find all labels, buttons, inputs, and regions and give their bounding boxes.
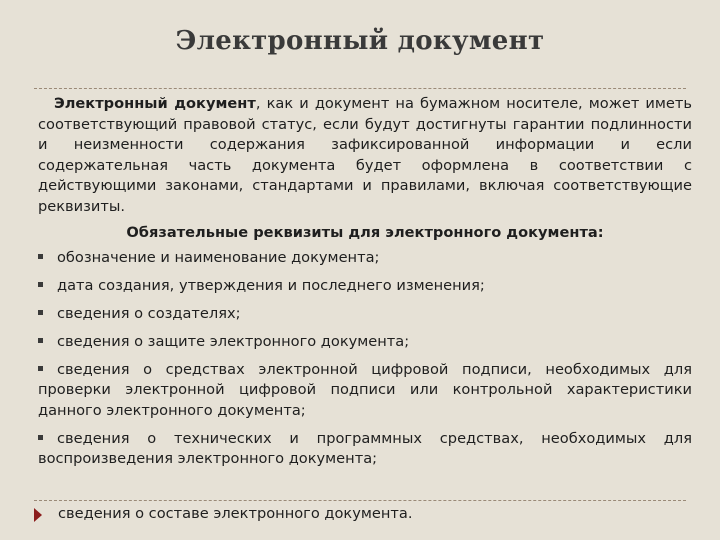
square-bullet-icon [38, 310, 43, 315]
intro-lead: Электронный документ [54, 95, 256, 112]
requisites-list [38, 248, 692, 470]
list-item [38, 304, 692, 325]
bottom-divider [34, 500, 686, 501]
list-item [38, 360, 692, 422]
intro-text: , как и документ на бумажном носителе, может иметь соответствующий правовой статус, если будут достигнуты гарантии подлинности и неизменности содержания зафиксированной информации и если содержательная часть документа будет оформлена в соответствии с действующими законами, стандартами и правилами, включая соответствующие реквизиты. [38, 95, 692, 215]
intro-paragraph [38, 94, 692, 217]
square-bullet-icon [38, 338, 43, 343]
square-bullet-icon [38, 282, 43, 287]
list-item-text: сведения о средствах электронной цифровой подписи, необходимых для проверки электронной цифровой подписи или контрольной характеристики данного электронного документа; [38, 360, 692, 419]
list-item-text: дата создания, утверждения и последнего изменения; [57, 276, 485, 294]
requisites-heading: Обязательные реквизиты для электронного документа: [126, 224, 604, 241]
list-item [38, 248, 692, 269]
list-item [38, 429, 692, 470]
list-item-text: сведения о создателях; [57, 304, 241, 322]
content-body [38, 94, 692, 477]
list-item-text: обозначение и наименование документа; [57, 248, 380, 266]
square-bullet-icon [38, 435, 43, 440]
list-item [38, 276, 692, 297]
page-title: Электронный документ [175, 26, 545, 56]
list-item-text: сведения о составе электронного документа. [58, 505, 413, 522]
square-bullet-icon [38, 366, 43, 371]
top-divider [34, 88, 686, 89]
list-item-last [38, 504, 692, 525]
square-bullet-icon [38, 254, 43, 259]
arrow-bullet-icon [34, 508, 42, 522]
list-item [38, 332, 692, 353]
list-item-text: сведения о технических и программных средствах, необходимых для воспроизведения электронного документа; [38, 429, 692, 467]
list-item-text: сведения о защите электронного документа; [57, 332, 410, 350]
